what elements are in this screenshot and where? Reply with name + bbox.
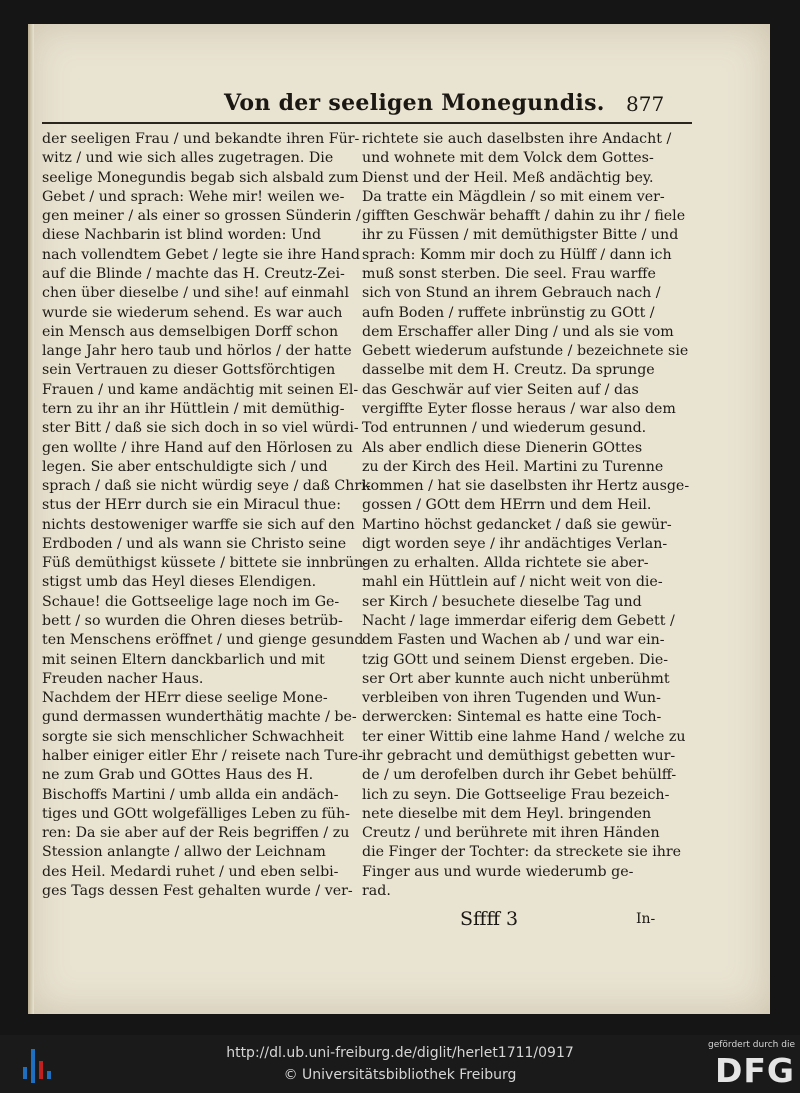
- text-line: das Geschwär auf vier Seiten auf / das: [362, 381, 639, 398]
- text-line: legen. Sie aber entschuldigte sich / und: [42, 458, 328, 475]
- text-line: nete dieselbe mit dem Heyl. bringenden: [362, 805, 652, 822]
- text-line: Erdboden / und als wann sie Christo seine: [42, 535, 347, 552]
- text-line: gen zu erhalten. Allda richtete sie aber-: [362, 555, 649, 572]
- text-line: witz / und wie sich alles zugetragen. Die: [42, 150, 334, 167]
- text-line: ser Ort aber kunnte auch nicht unberühmt: [362, 670, 670, 687]
- text-line: ne zum Grab und GOttes Haus des H.: [42, 767, 314, 784]
- text-line: gen meiner / als einer so grossen Sünderin /: [42, 208, 361, 225]
- text-line: nichts destoweniger warffe sie sich auf den: [42, 516, 355, 533]
- text-line: Martino höchst gedancket / daß sie gewür-: [362, 516, 672, 533]
- header-rule: [42, 122, 692, 124]
- running-head: [28, 90, 770, 130]
- text-line: sprach / daß sie nicht würdig seye / daß Chri-: [42, 478, 371, 495]
- text-line: die Finger der Tochter: da streckete sie ihre: [362, 844, 682, 861]
- text-line: sprach: Komm mir doch zu Hülff / dann ich: [362, 246, 672, 263]
- text-line: mahl ein Hüttlein auf / nicht weit von die-: [362, 574, 663, 591]
- text-line: de / um derofelben durch ihr Gebet behülff-: [362, 767, 677, 784]
- dfg-logo-text: DFG: [714, 1051, 795, 1090]
- text-line: gossen / GOtt dem HErrn und dem Heil.: [362, 497, 652, 514]
- text-line: bett / so wurden die Ohren dieses betrüb-: [42, 613, 343, 630]
- text-column-left: [42, 130, 371, 901]
- text-line: gen wollte / ihre Hand auf den Hörlosen zu: [42, 439, 353, 456]
- page-number: 877: [626, 92, 665, 116]
- permalink-url[interactable]: http://dl.ub.uni-freiburg.de/diglit/herlet1711/0917: [226, 1045, 574, 1061]
- text-line: derwercken: Sintemal es hatte eine Toch-: [362, 709, 662, 726]
- running-title: Von der seeligen Monegundis.: [224, 90, 605, 116]
- text-line: Gebett wiederum aufstunde / bezeichnete sie: [362, 343, 689, 360]
- text-line: ter einer Wittib eine lahme Hand / welche zu: [362, 728, 686, 745]
- text-line: Stession anlangte / allwo der Leichnam: [42, 844, 326, 861]
- text-line: Nachdem der HErr diese seelige Mone-: [42, 690, 328, 707]
- text-line: Schaue! die Gottseelige lage noch im Ge-: [42, 593, 340, 610]
- text-line: lich zu seyn. Die Gottseelige Frau bezeich-: [362, 786, 670, 803]
- text-line: ser Kirch / besuchete dieselbe Tag und: [362, 593, 642, 610]
- text-line: auf die Blinde / machte das H. Creutz-Zei-: [42, 265, 345, 282]
- text-line: gifften Geschwär behafft / dahin zu ihr / fiele: [362, 208, 686, 225]
- text-line: dasselbe mit dem H. Creutz. Da sprunge: [362, 362, 655, 379]
- text-line: ten Menschens eröffnet / und gienge gesund: [42, 632, 364, 649]
- text-line: Freuden nacher Haus.: [42, 670, 204, 687]
- text-line: Frauen / und kame andächtig mit seinen El-: [42, 381, 359, 398]
- text-line: ihr zu Füssen / mit demüthigster Bitte / und: [362, 227, 679, 244]
- text-line: diese Nachbarin ist blind worden: Und: [42, 227, 322, 244]
- text-line: Als aber endlich diese Dienerin GOttes: [362, 439, 643, 456]
- dfg-funder-logo: [700, 1040, 795, 1090]
- text-line: und wohnete mit dem Volck dem Gottes-: [362, 150, 654, 167]
- text-line: ihr gebracht und demüthigst gebetten wur-: [362, 748, 676, 764]
- text-line: stus der HErr durch sie ein Miracul thue:: [42, 497, 341, 514]
- text-line: sein Vertrauen zu dieser Gottsförchtigen: [42, 362, 336, 379]
- text-line: tern zu ihr an ihr Hüttlein / mit demüthig-: [42, 400, 345, 417]
- text-line: seelige Monegundis begab sich alsbald zum: [42, 169, 359, 186]
- copyright-credit: © Universitätsbibliothek Freiburg: [283, 1067, 517, 1083]
- book-page: [28, 24, 770, 1014]
- signature-mark: Sffff 3: [460, 908, 519, 930]
- text-line: zu der Kirch des Heil. Martini zu Turenne: [362, 458, 664, 475]
- funder-caption: gefördert durch die: [708, 1040, 795, 1050]
- text-line: Da tratte ein Mägdlein / so mit einem ver-: [362, 188, 665, 205]
- text-line: vergiffte Eyter flosse heraus / war also dem: [362, 400, 676, 417]
- text-line: verbleiben von ihren Tugenden und Wun-: [362, 690, 661, 707]
- text-line: chen über dieselbe / und sihe! auf einmahl: [42, 285, 349, 302]
- text-line: ren: Da sie aber auf der Reis begriffen / zu: [42, 825, 350, 842]
- text-line: sorgte sie sich menschlicher Schwachheit: [42, 728, 344, 745]
- text-line: gund dermassen wunderthätig machte / be-: [42, 709, 357, 726]
- text-line: dem Fasten und Wachen ab / und war ein-: [362, 632, 665, 649]
- text-line: des Heil. Medardi ruhet / und eben selbi-: [42, 863, 339, 880]
- text-line: der seeligen Frau / und bekandte ihren Für-: [42, 131, 360, 147]
- text-line: nach vollendtem Gebet / legte sie ihre Hand: [42, 246, 360, 263]
- text-line: tiges und GOtt wolgefälliges Leben zu füh-: [42, 805, 350, 822]
- text-line: richtete sie auch daselbsten ihre Andacht /: [362, 131, 672, 147]
- text-line: Dienst und der Heil. Meß andächtig bey.: [362, 169, 654, 186]
- text-line: Finger aus und wurde wiederumb ge-: [362, 863, 634, 880]
- text-line: mit seinen Eltern danckbarlich und mit: [42, 651, 325, 668]
- text-line: tzig GOtt und seinem Dienst ergeben. Die-: [362, 651, 669, 668]
- text-line: wurde sie wiederum sehend. Es war auch: [42, 304, 343, 321]
- text-line: Füß demüthigst küssete / bittete sie innbrün-: [42, 555, 369, 572]
- catchword: In-: [636, 911, 656, 927]
- text-line: ster Bitt / daß sie sich doch in so viel würdi-: [42, 420, 359, 437]
- text-line: Creutz / und berührete mit ihren Händen: [362, 825, 660, 842]
- text-line: ges Tags dessen Fest gehalten wurde / ver-: [42, 882, 353, 899]
- text-line: sich von Stund an ihrem Gebrauch nach /: [362, 285, 661, 302]
- text-line: Gebet / und sprach: Wehe mir! weilen we-: [42, 188, 345, 205]
- text-line: stigst umb das Heyl dieses Elendigen.: [42, 574, 317, 591]
- text-column-right: [362, 130, 690, 901]
- text-line: aufn Boden / ruffete inbrünstig zu GOtt /: [362, 304, 655, 321]
- text-line: Tod entrunnen / und wiederum gesund.: [362, 420, 647, 437]
- text-line: dem Erschaffer aller Ding / und als sie vom: [362, 323, 674, 340]
- text-line: lange Jahr hero taub und hörlos / der hatte: [42, 343, 352, 360]
- text-line: Nacht / lage immerdar eiferig dem Gebett /: [362, 613, 675, 630]
- text-line: Bischoffs Martini / umb allda ein andäch-: [42, 786, 339, 803]
- text-line: halber einiger eitler Ehr / reisete nach Ture-: [42, 748, 363, 764]
- text-line: rad.: [362, 882, 391, 899]
- page-gutter-shadow: [28, 24, 34, 1014]
- text-line: ein Mensch aus demselbigen Dorff schon: [42, 323, 339, 340]
- viewer-footer: [0, 1035, 800, 1093]
- text-line: muß sonst sterben. Die seel. Frau warffe: [362, 265, 656, 282]
- text-line: kommen / hat sie daselbsten ihr Hertz ausge-: [362, 478, 690, 495]
- text-line: digt worden seye / ihr andächtiges Verlan-: [362, 535, 668, 552]
